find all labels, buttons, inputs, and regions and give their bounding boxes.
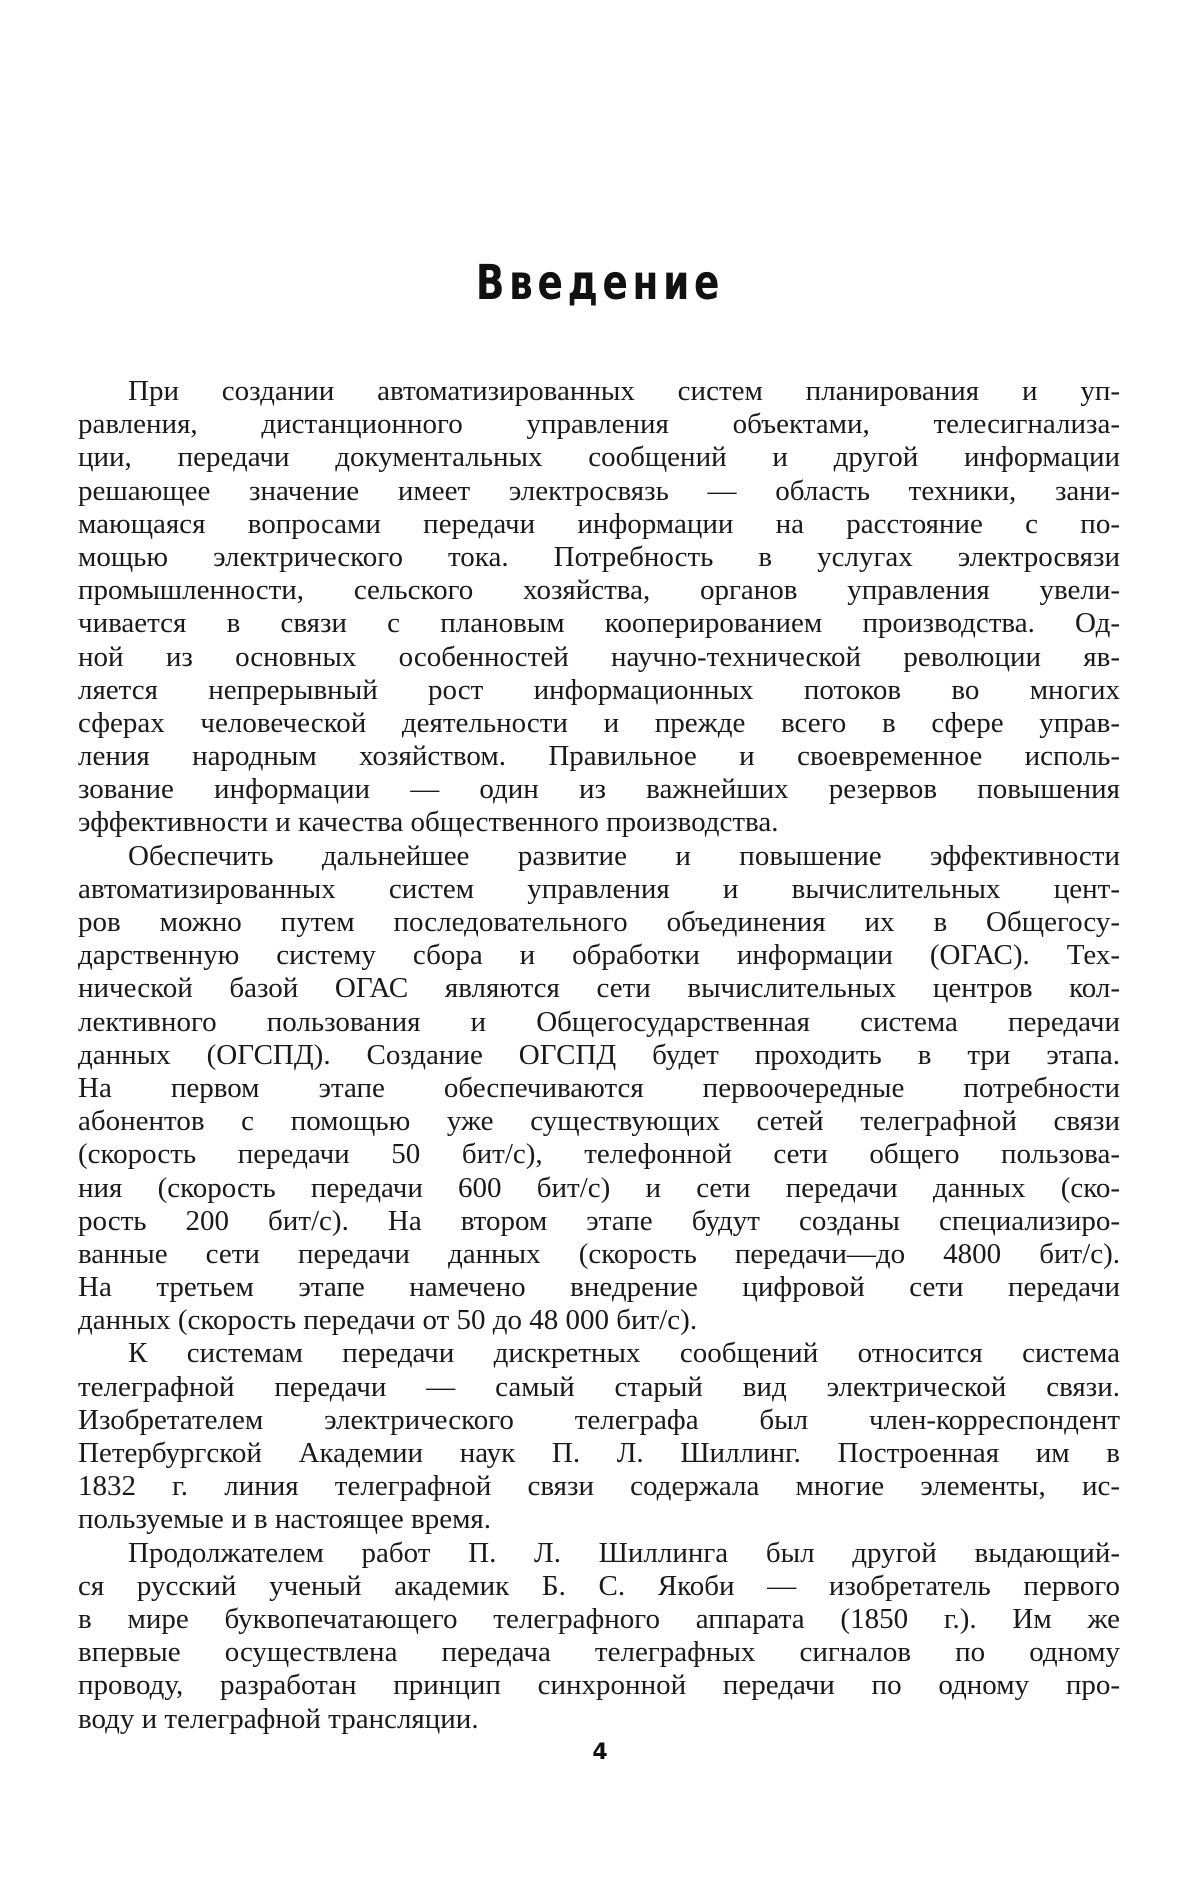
text-line: Продолжателем работ П. Л. Шиллинга был другой выдающий- <box>128 1536 1120 1569</box>
text-line: мощью электрического тока. Потребность в услугах электросвязи <box>78 540 1120 573</box>
page-number: 4 <box>592 1740 608 1765</box>
text-line: Петербургской Академии наук П. Л. Шиллинг. Построенная им в <box>78 1437 1120 1469</box>
text-line: данных (скорость передачи от 50 до 48 000 бит/с). <box>78 1304 698 1337</box>
text-line: На третьем этапе намечено внедрение цифровой сети передачи <box>78 1271 1120 1304</box>
text-line: проводу, разработан принцип синхронной передачи по одному про- <box>78 1669 1120 1702</box>
text-line: ся русский ученый академик Б. С. Якоби — изобретатель первого <box>78 1569 1120 1602</box>
text-line: ления народным хозяйством. Правильное и своевременное исполь- <box>78 740 1120 773</box>
text-line: дарственную систему сбора и обработки информации (ОГАС). Тех- <box>78 939 1120 972</box>
text-line: ров можно путем последовательного объединения их в Общегосу- <box>78 906 1120 938</box>
text-line: чивается в связи с плановым кооперированием производства. Од- <box>78 607 1120 640</box>
text-line: решающее значение имеет электросвязь — область техники, зани- <box>78 474 1120 507</box>
text-line: промышленности, сельского хозяйства, органов управления увели- <box>78 574 1120 607</box>
text-line: лективного пользования и Общегосударственная система передачи <box>78 1005 1120 1038</box>
text-line: К системам передачи дискретных сообщений относится система <box>128 1337 1120 1370</box>
text-line: эффективности и качества общественного производства. <box>78 806 779 839</box>
text-line: На первом этапе обеспечиваются первоочередные потребности <box>78 1071 1120 1104</box>
text-line: рость 200 бит/с). На втором этапе будут созданы специализиро- <box>78 1204 1120 1237</box>
text-line: Изобретателем электрического телеграфа был член-корреспондент <box>78 1403 1120 1436</box>
text-line: абонентов с помощью уже существующих сетей телеграфной связи <box>78 1105 1120 1138</box>
text-line: телеграфной передачи — самый старый вид электрической связи. <box>78 1370 1120 1403</box>
text-line: равления, дистанционного управления объектами, телесигнализа- <box>78 408 1120 441</box>
paragraph <box>78 1337 1120 1536</box>
text-line: 1832 г. линия телеграфной связи содержала многие элементы, ис- <box>78 1470 1120 1503</box>
text-line: ции, передачи документальных сообщений и другой информации <box>78 441 1120 474</box>
text-line: Обеспечить дальнейшее развитие и повышение эффективности <box>128 839 1120 872</box>
paragraph <box>78 375 1120 840</box>
text-line: ния (скорость передачи 600 бит/с) и сети передачи данных (ско- <box>78 1171 1120 1204</box>
text-line: ванные сети передачи данных (скорость передачи—до 4800 бит/с). <box>78 1237 1120 1270</box>
text-line: зование информации — один из важнейших резервов повышения <box>78 773 1120 806</box>
text-line: нической базой ОГАС являются сети вычислительных центров кол- <box>78 972 1120 1005</box>
text-line: При создании автоматизированных систем планирования и уп- <box>128 375 1120 407</box>
text-line: (скорость передачи 50 бит/с), телефонной сети общего пользова- <box>78 1138 1120 1171</box>
text-line: данных (ОГСПД). Создание ОГСПД будет проходить в три этапа. <box>78 1038 1120 1071</box>
text-line: в мире буквопечатающего телеграфного аппарата (1850 г.). Им же <box>78 1602 1120 1635</box>
text-line: ляется непрерывный рост информационных потоков во многих <box>78 673 1120 706</box>
text-line: мающаяся вопросами передачи информации на расстояние с по- <box>78 507 1120 540</box>
text-line: впервые осуществлена передача телеграфных сигналов по одному <box>78 1636 1120 1669</box>
text-line: сферах человеческой деятельности и прежде всего в сфере управ- <box>78 706 1120 739</box>
text-line: воду и телеграфной трансляции. <box>78 1702 479 1735</box>
paragraph <box>78 840 1120 1338</box>
text-line: пользуемые и в настоящее время. <box>78 1503 492 1536</box>
text-line: автоматизированных систем управления и вычислительных цент- <box>78 872 1120 905</box>
text-line: ной из основных особенностей научно-технической революции яв- <box>78 640 1120 673</box>
paragraph <box>78 1537 1120 1736</box>
body-text <box>78 375 1120 1736</box>
chapter-heading: Введение <box>475 255 725 311</box>
